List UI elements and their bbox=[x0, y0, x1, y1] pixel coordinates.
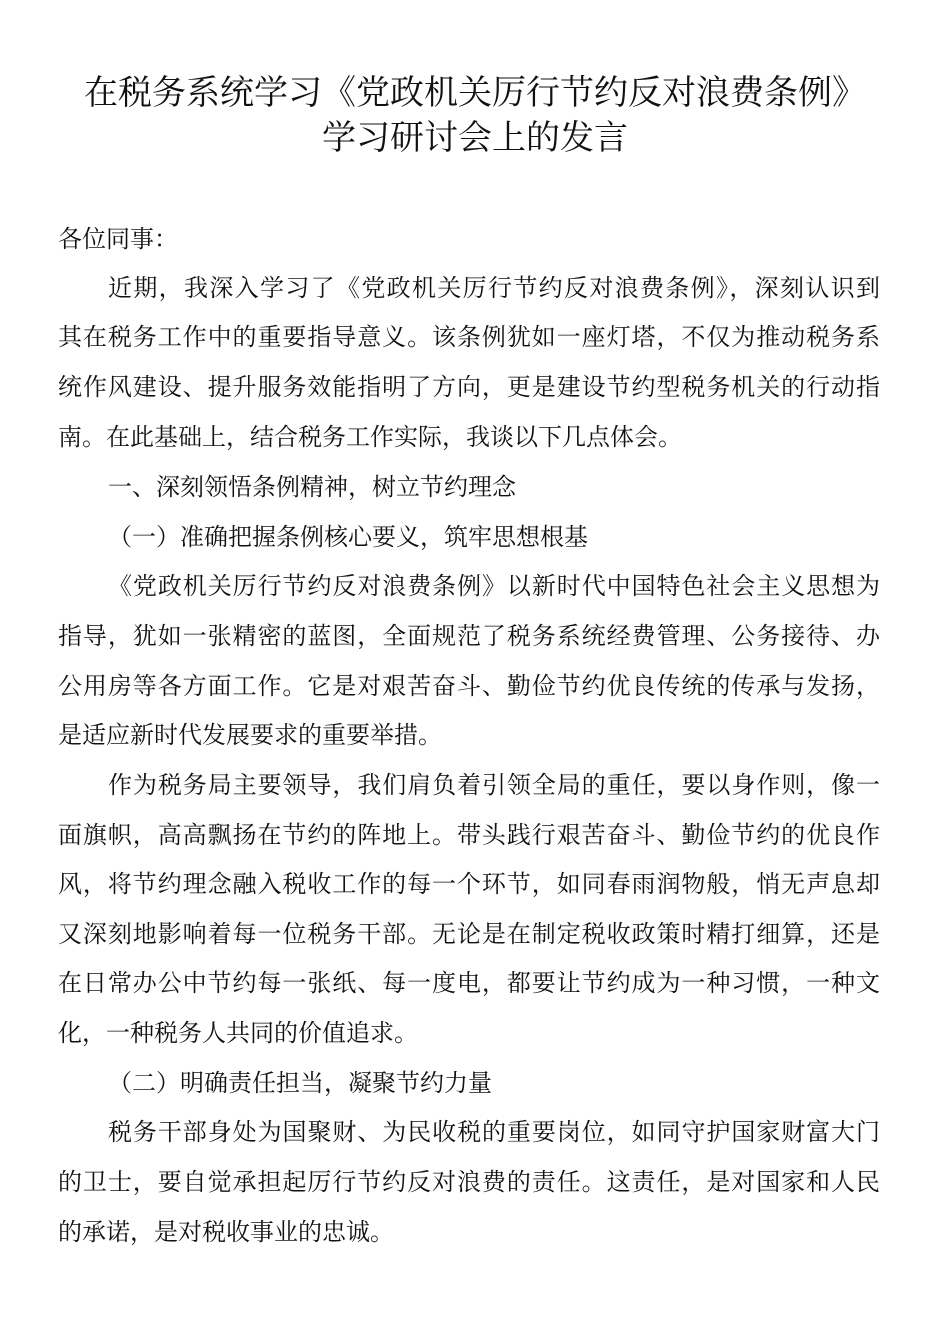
paragraph-line: 近期，我深入学习了《党政机关厉行节约反对浪费条例》，深刻认识到 bbox=[108, 274, 880, 302]
paragraph-line: 面旗帜，高高飘扬在节约的阵地上。带头践行艰苦奋斗、勤俭节约的优良作 bbox=[58, 821, 880, 849]
paragraph-line: 是适应新时代发展要求的重要举措。 bbox=[58, 721, 442, 749]
paragraph-line: 的卫士，要自觉承担起厉行节约反对浪费的责任。这责任，是对国家和人民 bbox=[58, 1168, 880, 1196]
paragraph-line: 化，一种税务人共同的价值追求。 bbox=[58, 1019, 418, 1047]
section-heading: 一、深刻领悟条例精神，树立节约理念 bbox=[108, 473, 516, 501]
paragraph-line: 税务干部身处为国聚财、为民收税的重要岗位，如同守护国家财富大门 bbox=[108, 1118, 880, 1146]
paragraph-line: 又深刻地影响着每一位税务干部。无论是在制定税收政策时精打细算，还是 bbox=[58, 920, 880, 948]
subsection-heading: （二）明确责任担当，凝聚节约力量 bbox=[108, 1069, 492, 1097]
paragraph-line: 在日常办公中节约每一张纸、每一度电，都要让节约成为一种习惯，一种文 bbox=[58, 969, 880, 997]
paragraph-line: 其在税务工作中的重要指导意义。该条例犹如一座灯塔，不仅为推动税务系 bbox=[58, 323, 880, 351]
paragraph-line: 公用房等各方面工作。它是对艰苦奋斗、勤俭节约优良传统的传承与发扬， bbox=[58, 672, 880, 700]
paragraph-line: 南。在此基础上，结合税务工作实际，我谈以下几点体会。 bbox=[58, 423, 682, 451]
document-title-line-2: 学习研讨会上的发言 bbox=[322, 118, 628, 158]
paragraph-line: 作为税务局主要领导，我们肩负着引领全局的重任，要以身作则，像一 bbox=[108, 771, 880, 799]
paragraph-line: 《党政机关厉行节约反对浪费条例》以新时代中国特色社会主义思想为 bbox=[108, 572, 880, 600]
paragraph-line: 的承诺，是对税收事业的忠诚。 bbox=[58, 1218, 394, 1246]
document-title-line-1: 在税务系统学习《党政机关厉行节约反对浪费条例》 bbox=[84, 73, 866, 113]
subsection-heading: （一）准确把握条例核心要义，筑牢思想根基 bbox=[108, 523, 588, 551]
paragraph-line: 风，将节约理念融入税收工作的每一个环节，如同春雨润物般，悄无声息却 bbox=[58, 870, 880, 898]
paragraph-line: 统作风建设、提升服务效能指明了方向，更是建设节约型税务机关的行动指 bbox=[58, 373, 880, 401]
salutation: 各位同事： bbox=[58, 225, 178, 253]
paragraph-line: 指导，犹如一张精密的蓝图，全面规范了税务系统经费管理、公务接待、办 bbox=[58, 622, 880, 650]
